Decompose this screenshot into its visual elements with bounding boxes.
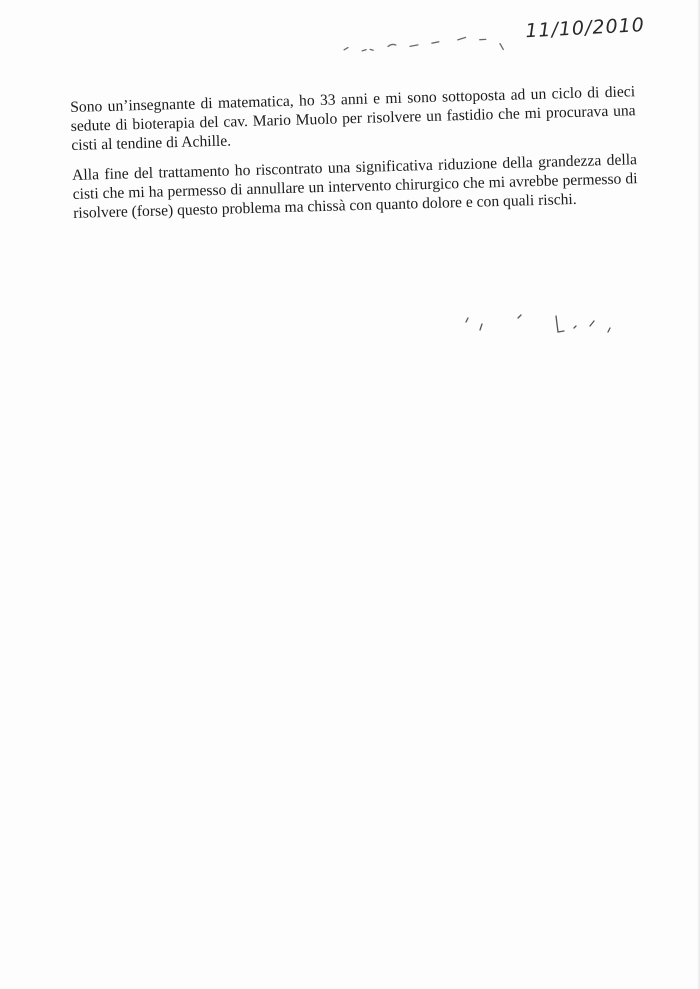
date-line	[339, 14, 646, 66]
letter-body	[70, 82, 639, 234]
signature-marks	[458, 302, 628, 336]
paragraph-2: Alla fine del trattamento ho riscontrato una significativa riduzione della grandezza della cisti che mi ha permesso di annullare un intervento chirurgico che mi avrebbe permesso di risolvere (forse) questo problema ma chissà con quanto dolore e con quali rischi.	[71, 151, 638, 222]
handwritten-place-scribble	[339, 25, 515, 62]
paragraph-1: Sono un’insegnante di matematica, ho 33 anni e mi sono sottoposta ad un ciclo di dieci sedute di bioterapia del cav. Mario Muolo per risolvere un fastidio che mi procurava una cisti al tendine di Achille.	[70, 83, 636, 154]
document-date: 11/10/2010	[524, 14, 646, 43]
